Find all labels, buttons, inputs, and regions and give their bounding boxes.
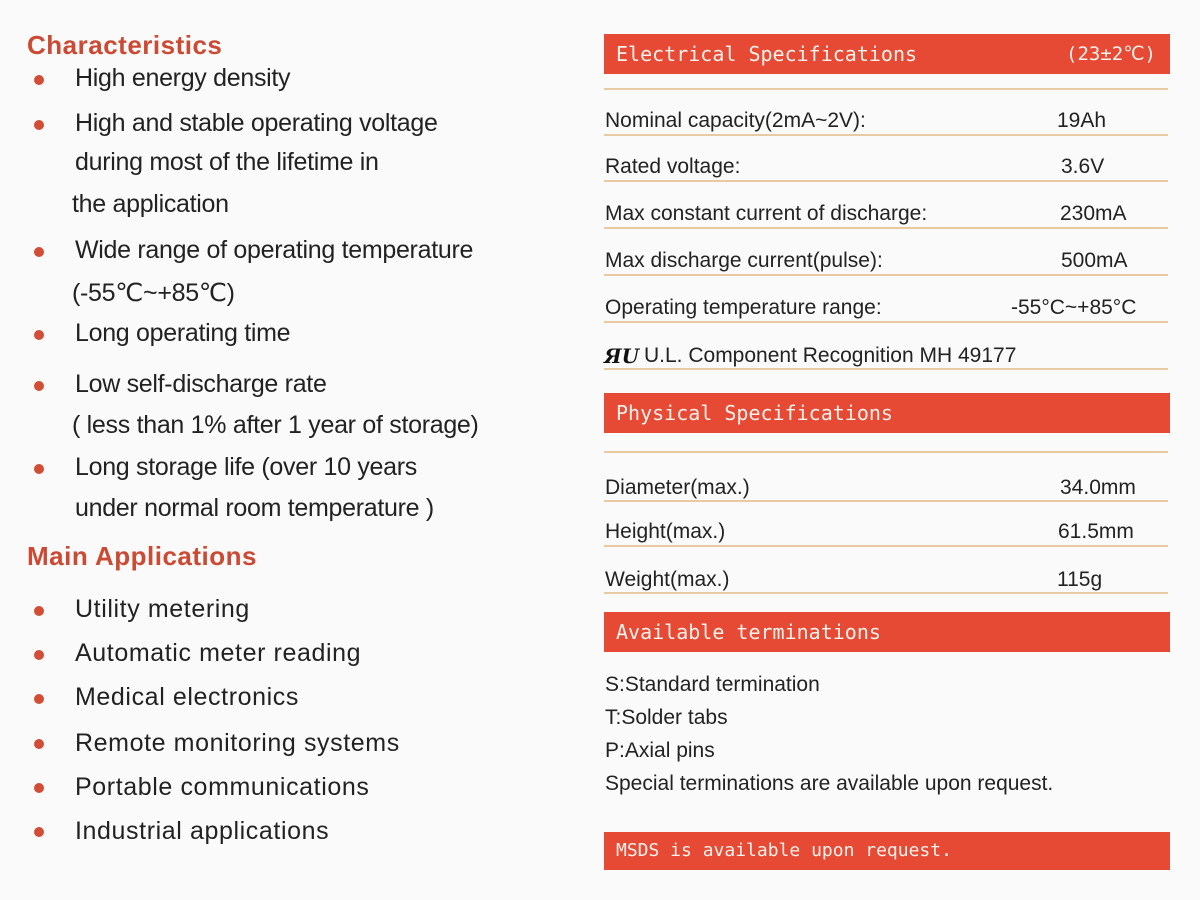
bullet-icon bbox=[34, 694, 44, 704]
termination-item: S:Standard termination bbox=[605, 673, 820, 696]
bullet-icon bbox=[34, 650, 44, 660]
characteristic-line: the application bbox=[72, 190, 229, 218]
bullet-icon bbox=[34, 330, 44, 340]
bullet-icon bbox=[34, 827, 44, 837]
spec-label: Rated voltage: bbox=[605, 155, 741, 178]
characteristic-line: Wide range of operating temperature bbox=[75, 236, 474, 264]
physical-specifications-title: Physical Specifications bbox=[616, 401, 893, 425]
spec-label: Height(max.) bbox=[605, 520, 726, 543]
physical-specifications-header bbox=[604, 393, 1170, 433]
spec-label: Max discharge current(pulse): bbox=[605, 249, 883, 272]
bullet-icon bbox=[34, 464, 44, 474]
spec-label: Max constant current of discharge: bbox=[605, 202, 928, 225]
divider bbox=[604, 368, 1168, 370]
spec-value: -55°C~+85°C bbox=[1011, 296, 1137, 319]
electrical-specifications-title: Electrical Specifications bbox=[616, 42, 918, 66]
spec-value: 61.5mm bbox=[1058, 520, 1134, 543]
characteristic-line: ( less than 1% after 1 year of storage) bbox=[72, 411, 479, 439]
characteristic-line: (-55℃~+85℃) bbox=[72, 279, 235, 307]
characteristic-line: under normal room temperature ) bbox=[75, 494, 434, 522]
test-condition: (23±2℃) bbox=[1066, 43, 1156, 65]
ul-recognition-text: U.L. Component Recognition MH 49177 bbox=[644, 344, 1017, 367]
divider bbox=[604, 592, 1168, 594]
characteristic-line: during most of the lifetime in bbox=[75, 148, 379, 176]
application-item: Utility metering bbox=[75, 595, 250, 623]
divider bbox=[604, 321, 1168, 323]
terminations-header bbox=[604, 612, 1170, 652]
ul-logo-icon: ЯU bbox=[604, 344, 640, 368]
bullet-icon bbox=[34, 75, 44, 85]
spec-value: 3.6V bbox=[1061, 155, 1105, 178]
characteristic-line: High energy density bbox=[75, 64, 291, 92]
application-item: Medical electronics bbox=[75, 683, 299, 711]
application-item: Portable communications bbox=[75, 773, 370, 801]
spec-label: Diameter(max.) bbox=[605, 476, 750, 499]
msds-text: MSDS is available upon request. bbox=[616, 840, 952, 861]
bullet-icon bbox=[34, 739, 44, 749]
bullet-icon bbox=[34, 606, 44, 616]
characteristic-line: Long storage life (over 10 years bbox=[75, 453, 417, 481]
spec-label: Weight(max.) bbox=[605, 568, 730, 591]
application-item: Automatic meter reading bbox=[75, 639, 362, 667]
termination-item: T:Solder tabs bbox=[605, 706, 728, 729]
application-item: Remote monitoring systems bbox=[75, 729, 400, 757]
divider bbox=[604, 500, 1168, 502]
divider bbox=[604, 451, 1168, 453]
divider bbox=[604, 180, 1168, 182]
characteristic-line: Low self-discharge rate bbox=[75, 370, 327, 398]
spec-label: Nominal capacity(2mA~2V): bbox=[605, 109, 866, 132]
divider bbox=[604, 545, 1168, 547]
bullet-icon bbox=[34, 381, 44, 391]
main-applications-heading: Main Applications bbox=[27, 541, 257, 571]
bullet-icon bbox=[34, 783, 44, 793]
characteristic-line: High and stable operating voltage bbox=[75, 109, 438, 137]
characteristics-heading: Characteristics bbox=[27, 30, 223, 60]
characteristic-line: Long operating time bbox=[75, 319, 291, 347]
termination-note: Special terminations are available upon request. bbox=[605, 772, 1054, 795]
spec-value: 34.0mm bbox=[1060, 476, 1136, 499]
spec-label: Operating temperature range: bbox=[605, 296, 882, 319]
termination-item: P:Axial pins bbox=[605, 739, 715, 762]
spec-value: 500mA bbox=[1061, 249, 1128, 272]
divider bbox=[604, 134, 1168, 136]
msds-banner bbox=[604, 832, 1170, 870]
bullet-icon bbox=[34, 120, 44, 130]
application-item: Industrial applications bbox=[75, 817, 330, 845]
terminations-title: Available terminations bbox=[616, 620, 881, 644]
electrical-specifications-header bbox=[604, 34, 1170, 74]
spec-value: 19Ah bbox=[1057, 109, 1107, 132]
divider bbox=[604, 88, 1168, 90]
spec-value: 115g bbox=[1057, 568, 1103, 591]
divider bbox=[604, 227, 1168, 229]
spec-value: 230mA bbox=[1060, 202, 1127, 225]
divider bbox=[604, 274, 1168, 276]
right-column bbox=[604, 0, 1170, 900]
left-column bbox=[0, 0, 590, 900]
bullet-icon bbox=[34, 247, 44, 257]
